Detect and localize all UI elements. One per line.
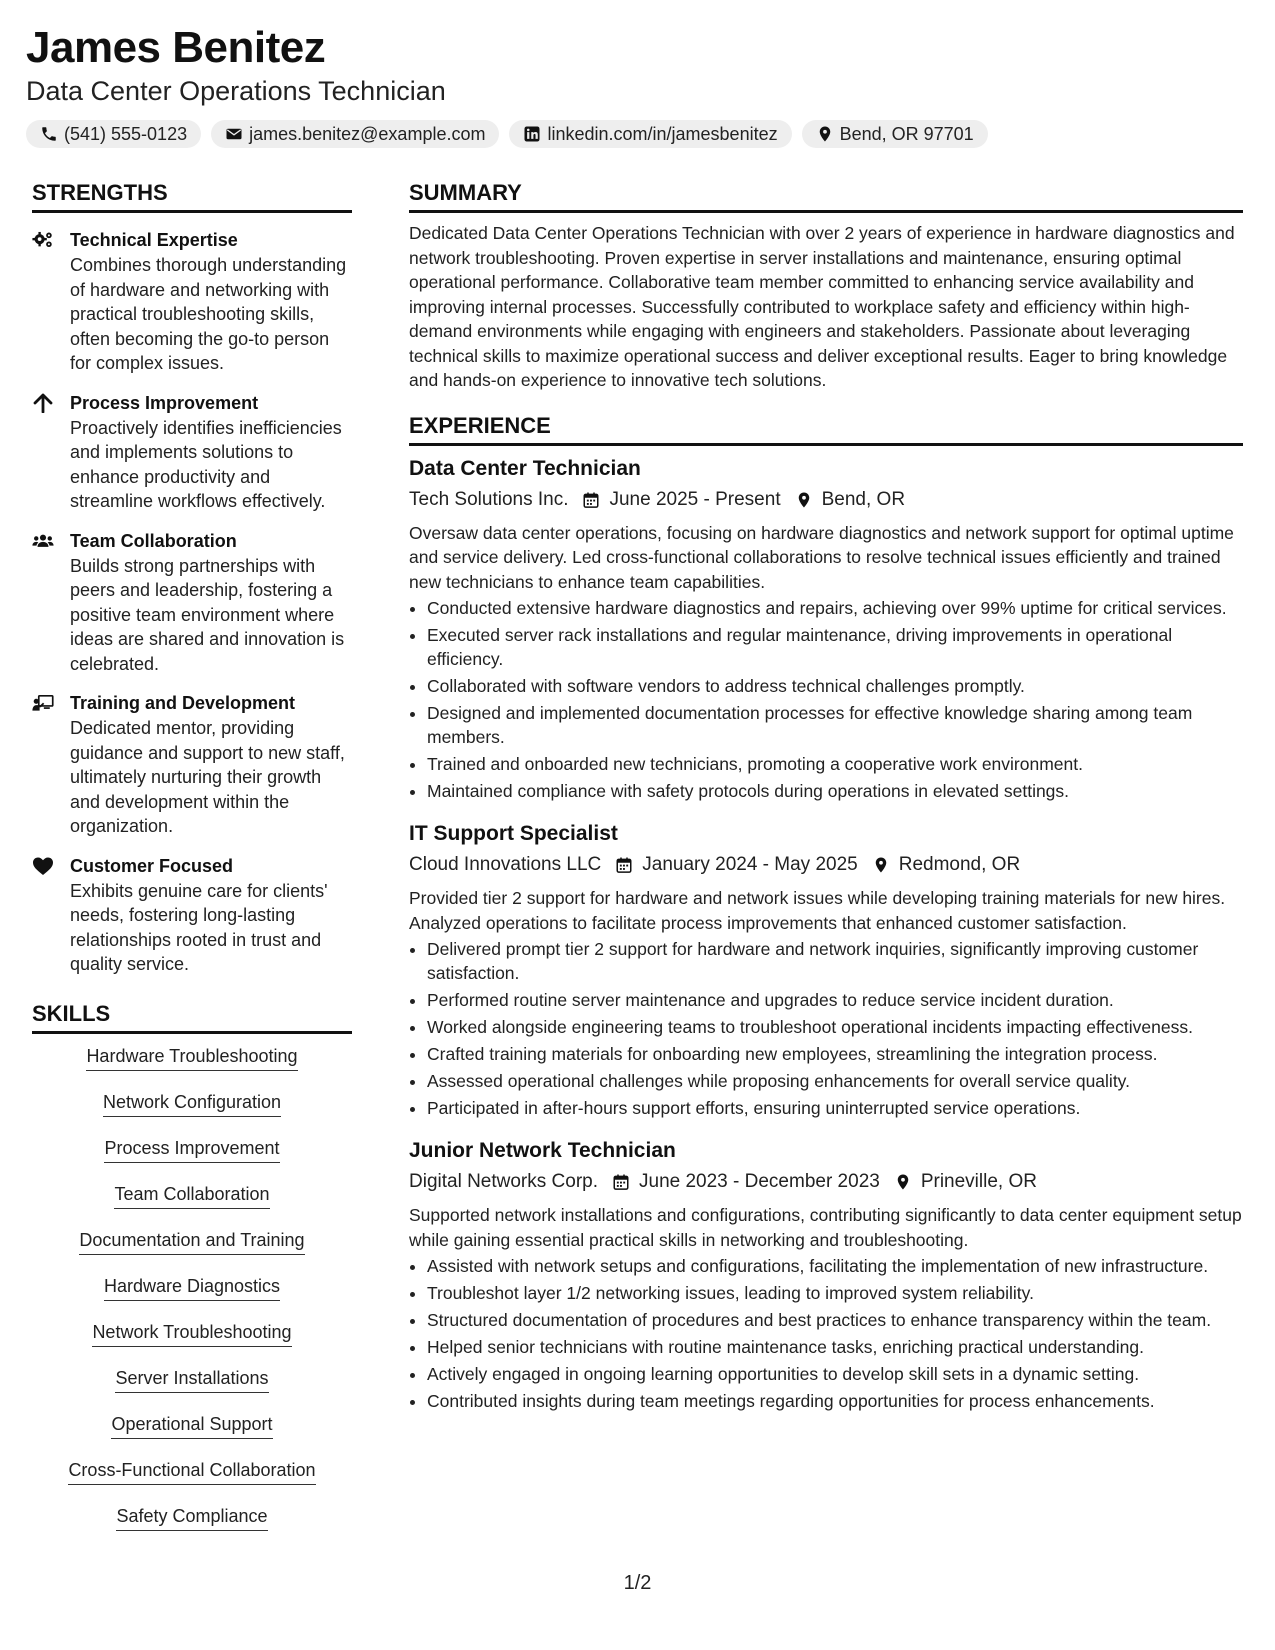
job-description: Provided tier 2 support for hardware and network issues while developing training materials for new hires. Analyzed operations to facilitate process improvements that enhanced customer satisfaction. (409, 888, 1226, 933)
contact-bar (26, 120, 1256, 148)
job-company: Digital Networks Corp. (409, 1171, 598, 1192)
job-role: IT Support Specialist (409, 822, 618, 845)
job-bullet: • Performed routine server maintenance and upgrades to reduce service incident duration. (427, 988, 1243, 1012)
job-bullet: • Delivered prompt tier 2 support for hardware and network inquiries, significantly improving customer satisfaction. (427, 937, 1243, 985)
contact-email[interactable] (211, 120, 499, 148)
strength-item (32, 528, 352, 677)
job-bullet: • Worked alongside engineering teams to troubleshoot operational incidents impacting effectiveness. (427, 1015, 1243, 1039)
candidate-name: James Benitez (26, 23, 326, 72)
strength-title: Process Improvement (70, 392, 259, 413)
job-dates: June 2025 - Present (609, 488, 781, 510)
contact-email-text: james.benitez@example.com (249, 123, 486, 144)
strength-desc: Builds strong partnerships with peers and leadership, fostering a positive team environment where ideas are shared and innovation is celebrated. (70, 555, 345, 674)
strength-title: Customer Focused (70, 855, 234, 876)
skills-heading: SKILLS (32, 999, 352, 1034)
job-bullet: • Assessed operational challenges while proposing enhancements for overall service quality. (427, 1069, 1243, 1093)
strengths-heading: STRENGTHS (32, 178, 352, 213)
job-bullet: • Assisted with network setups and configurations, facilitating the implementation of new infrastructure. (427, 1254, 1243, 1278)
contact-linkedin-text: linkedin.com/in/jamesbenitez (547, 123, 778, 144)
chalkboard-teacher-icon (32, 693, 54, 713)
strength-item (32, 227, 352, 376)
skill-item: Operational Support (111, 1412, 272, 1439)
contact-location (802, 120, 988, 148)
map-pin-icon (795, 491, 813, 509)
right-column (409, 178, 1243, 1416)
job-bullet: • Designed and implemented documentation processes for effective knowledge sharing among team members. (427, 701, 1243, 749)
skill-item: Documentation and Training (79, 1228, 304, 1255)
skills-list (32, 1044, 352, 1550)
strength-item (32, 853, 352, 977)
job-bullet: • Collaborated with software vendors to address technical challenges promptly. (427, 674, 1243, 698)
job-bullet: • Structured documentation of procedures and best practices to enhance transparency within the team. (427, 1308, 1243, 1332)
job-bullet: • Actively engaged in ongoing learning opportunities to develop skill sets in a dynamic setting. (427, 1362, 1243, 1386)
job-company: Cloud Innovations LLC (409, 854, 602, 875)
job-meta (409, 485, 1243, 515)
skill-item: Server Installations (115, 1366, 268, 1393)
job-bullets (409, 1254, 1243, 1413)
job-bullet: • Participated in after-hours support efforts, ensuring uninterrupted service operations. (427, 1096, 1243, 1120)
gears-icon (32, 230, 54, 250)
job-bullets (409, 596, 1243, 803)
map-pin-icon (894, 1173, 912, 1191)
job-description: Oversaw data center operations, focusing on hardware diagnostics and network support for optimal uptime and service delivery. Led cross-functional collaborations to resolve technical issues efficiently and trained new technicians to enhance team capabilities. (409, 522, 1234, 592)
calendar-icon (612, 1173, 630, 1191)
job-description: Supported network installations and configurations, contributing significantly to data center equipment setup while gaining essential practical skills in networking and troubleshooting. (409, 1205, 1242, 1250)
strength-desc: Proactively identifies inefficiencies and implements solutions to enhance productivity and streamline workflows effectively. (70, 417, 342, 511)
strength-desc: Dedicated mentor, providing guidance and support to new staff, ultimately nurturing their growth and development within the organization. (70, 718, 345, 836)
job-location: Redmond, OR (898, 854, 1021, 875)
job-entry (409, 454, 1243, 804)
job-dates: January 2024 - May 2025 (642, 854, 858, 875)
heart-icon (32, 856, 54, 876)
calendar-icon (615, 856, 633, 874)
strength-desc: Exhibits genuine care for clients' needs, fostering long-lasting relationships rooted in trust and quality service. (70, 880, 328, 974)
job-location: Bend, OR (821, 488, 906, 510)
summary-heading: SUMMARY (409, 178, 1243, 213)
map-pin-icon (816, 125, 834, 143)
contact-linkedin[interactable] (509, 120, 791, 148)
job-dates: June 2023 - December 2023 (639, 1171, 880, 1192)
arrow-up-icon (32, 393, 54, 413)
left-column (32, 178, 352, 1550)
skill-item: Network Configuration (103, 1090, 281, 1117)
resume-header (26, 22, 1256, 148)
contact-location-text: Bend, OR 97701 (839, 123, 974, 144)
job-bullet: • Trained and onboarded new technicians, promoting a cooperative work environment. (427, 752, 1243, 776)
job-meta (409, 850, 1243, 880)
job-entry (409, 819, 1243, 1120)
job-bullet: • Crafted training materials for onboarding new employees, streamlining the integration process. (427, 1042, 1243, 1066)
job-company: Tech Solutions Inc. (409, 488, 569, 510)
job-bullet: • Maintained compliance with safety protocols during operations in elevated settings. (427, 779, 1243, 803)
users-icon (32, 531, 54, 551)
skill-item: Safety Compliance (116, 1504, 267, 1531)
job-bullet: • Helped senior technicians with routine maintenance tasks, enriching practical understanding. (427, 1335, 1243, 1359)
experience-heading: EXPERIENCE (409, 411, 1243, 446)
summary-text: Dedicated Data Center Operations Technician with over 2 years of experience in hardware diagnostics and network troubleshooting. Proven expertise in server installations and maintenance, ensuring optimal operational performance. Collaborative team member committed to enhancing service availability and improving internal processes. Successfully contributed to workplace safety and efficiency within high-demand environments while engaging with engineers and stakeholders. Passionate about leveraging technical skills to maximize operational success and deliver exceptional results. Eager to bring knowledge and hands-on experience to innovative tech solutions. (409, 223, 1235, 390)
skill-item: Cross-Functional Collaboration (68, 1458, 315, 1485)
job-entry (409, 1136, 1243, 1413)
map-pin-icon (872, 856, 890, 874)
strength-title: Team Collaboration (70, 530, 237, 551)
job-bullet: • Contributed insights during team meetings regarding opportunities for process enhancements. (427, 1389, 1243, 1413)
skill-item: Process Improvement (104, 1136, 279, 1163)
skill-item: Hardware Diagnostics (104, 1274, 280, 1301)
skill-item: Team Collaboration (114, 1182, 269, 1209)
calendar-icon (582, 491, 600, 509)
skill-item: Network Troubleshooting (92, 1320, 291, 1347)
strength-title: Training and Development (70, 693, 296, 713)
job-location: Prineville, OR (920, 1171, 1037, 1192)
contact-phone-text: (541) 555-0123 (64, 123, 188, 144)
job-role: Data Center Technician (409, 456, 641, 480)
strength-title: Technical Expertise (70, 230, 238, 250)
job-bullets (409, 937, 1243, 1120)
envelope-icon (225, 125, 243, 143)
job-role: Junior Network Technician (409, 1139, 676, 1162)
job-bullet: • Executed server rack installations and regular maintenance, driving improvements in operational efficiency. (427, 623, 1243, 671)
strength-desc: Combines thorough understanding of hardware and networking with practical troubleshooting skills, often becoming the go-to person for complex issues. (70, 255, 347, 373)
phone-icon (40, 125, 58, 143)
strength-item (32, 390, 352, 514)
contact-phone[interactable] (26, 120, 201, 148)
job-meta (409, 1167, 1243, 1197)
strength-item (32, 690, 352, 839)
skill-item: Hardware Troubleshooting (86, 1044, 297, 1071)
candidate-title: Data Center Operations Technician (26, 76, 446, 106)
job-bullet: • Troubleshot layer 1/2 networking issues, leading to improved system reliability. (427, 1281, 1243, 1305)
page-number: 1/2 (623, 1572, 652, 1594)
linkedin-icon (523, 125, 541, 143)
job-bullet: • Conducted extensive hardware diagnostics and repairs, achieving over 99% uptime for critical services. (427, 596, 1243, 620)
